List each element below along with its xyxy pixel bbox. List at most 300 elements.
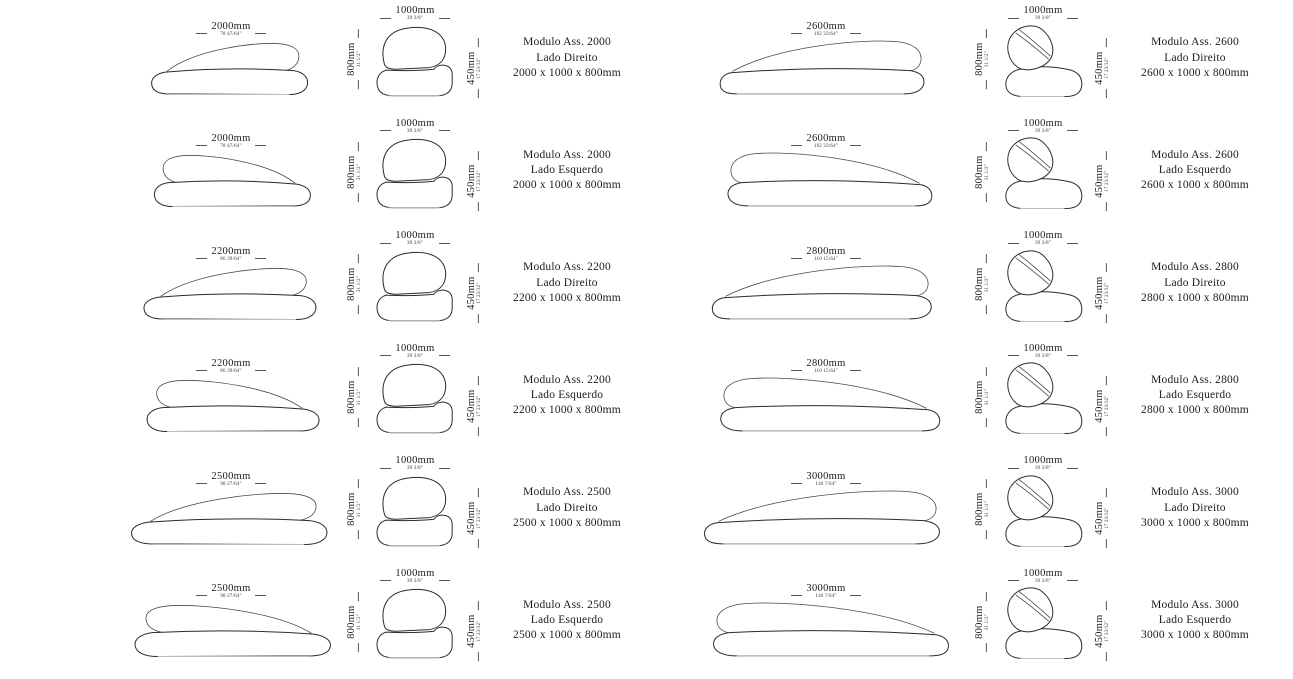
front-width-dimension	[787, 583, 864, 599]
sofa-side-drawing	[366, 585, 464, 661]
side-height-mm: 800mm	[345, 42, 357, 77]
side-height-dimension	[346, 129, 362, 215]
sofa-front-drawing	[148, 150, 314, 208]
front-width-dimension	[787, 133, 864, 149]
dimension-tick	[791, 483, 802, 484]
seat-height-inches: 17 23/32"	[476, 620, 482, 642]
dimension-tick	[358, 305, 359, 314]
side-height-mm: 800mm	[973, 492, 985, 527]
dimension-tick	[478, 264, 479, 273]
dimension-tick	[478, 89, 479, 98]
side-height-inches: 31 1/2"	[984, 163, 990, 180]
dimension-tick	[1067, 355, 1078, 356]
dimension-tick	[1106, 539, 1107, 548]
side-view	[968, 343, 1118, 449]
module-dimensions: 2800 x 1000 x 800mm	[1141, 291, 1249, 304]
spec-row	[688, 2, 1272, 115]
module-name: Modulo Ass. 2500	[523, 486, 611, 499]
sofa-side-drawing	[366, 23, 464, 99]
front-width-mm: 2200mm	[211, 245, 251, 257]
side-height-inches: 31 1/2"	[356, 51, 362, 68]
seat-height-dimension	[1094, 138, 1110, 224]
side-view	[340, 118, 490, 224]
dimension-tick	[358, 30, 359, 39]
sofa-side-drawing	[366, 360, 464, 436]
seat-height-mm: 450mm	[465, 164, 477, 198]
module-dimensions: 2600 x 1000 x 800mm	[1141, 66, 1249, 79]
seat-height-inches: 17 23/32"	[1104, 282, 1110, 305]
seat-height-mm: 450mm	[465, 51, 477, 86]
sofa-front-drawing	[702, 488, 951, 546]
front-width-dimension	[787, 246, 864, 262]
sofa-front-drawing	[148, 38, 314, 96]
dimension-tick	[986, 418, 987, 427]
dimension-tick	[380, 355, 391, 356]
side-width-inches: 39 3/8"	[1034, 16, 1052, 22]
dimension-tick	[1008, 130, 1019, 131]
front-width-mm: 2600mm	[806, 20, 846, 32]
seat-height-dimension	[1094, 25, 1110, 111]
seat-height-inches: 17 23/32"	[1104, 507, 1110, 530]
dimension-tick	[478, 601, 479, 610]
seat-height-dimension	[466, 250, 482, 336]
dimension-tick	[850, 145, 861, 146]
front-width-mm: 2800mm	[806, 245, 846, 257]
dimension-tick	[478, 151, 479, 160]
side-width-dimension	[1004, 568, 1081, 584]
side-width-dimension	[1004, 5, 1081, 21]
side-width-inches: 39 3/8"	[1034, 128, 1052, 134]
dimension-tick	[1106, 39, 1107, 48]
front-width-dimension	[787, 21, 864, 37]
dimension-tick	[478, 489, 479, 498]
module-label	[1118, 485, 1272, 531]
front-width-inches: 110 15/64"	[813, 256, 838, 262]
seat-height-mm: 450mm	[465, 501, 477, 536]
dimension-tick	[380, 18, 391, 19]
dimension-tick	[255, 33, 266, 34]
dimension-tick	[380, 468, 391, 469]
dimension-tick	[358, 367, 359, 376]
dimension-tick	[439, 18, 450, 19]
left-column	[126, 2, 644, 677]
side-height-inches: 31 1/2"	[984, 613, 990, 630]
side-width-dimension	[1004, 343, 1081, 359]
side-view	[968, 5, 1118, 111]
front-width-mm: 2600mm	[806, 133, 846, 145]
seat-height-dimension	[466, 475, 482, 561]
sofa-front-drawing	[710, 375, 942, 433]
seat-height-mm: 450mm	[1093, 276, 1105, 311]
dimension-tick	[791, 370, 802, 371]
dimension-tick	[1106, 151, 1107, 160]
front-view	[126, 358, 336, 433]
side-height-dimension	[346, 16, 362, 102]
front-width-inches: 102 23/64"	[813, 31, 839, 37]
side-height-dimension	[974, 354, 990, 440]
side-height-inches: 31 1/2"	[984, 51, 990, 68]
module-name: Modulo Ass. 2500	[523, 598, 611, 611]
sofa-side-drawing	[994, 248, 1092, 324]
side-width-mm: 1000mm	[1023, 455, 1063, 467]
front-width-inches: 78 47/64"	[220, 31, 242, 37]
side-view	[340, 230, 490, 336]
sofa-front-drawing	[702, 600, 951, 658]
seat-height-inches: 17 23/32"	[1104, 57, 1110, 80]
seat-height-inches: 17 23/32"	[1104, 620, 1110, 642]
side-width-dimension	[376, 230, 453, 246]
module-label	[1118, 260, 1272, 306]
dimension-tick	[478, 39, 479, 48]
dimension-tick	[850, 33, 861, 34]
side-width-inches: 39 3/8"	[406, 578, 424, 584]
side-width-inches: 39 3/8"	[406, 128, 424, 134]
side-width-mm: 1000mm	[1023, 5, 1063, 17]
dimension-tick	[791, 258, 802, 259]
side-height-dimension	[974, 241, 990, 327]
dimension-tick	[358, 193, 359, 202]
front-width-dimension	[787, 358, 864, 374]
dimension-tick	[986, 30, 987, 39]
side-height-mm: 800mm	[345, 492, 357, 527]
side-width-mm: 1000mm	[1023, 567, 1063, 579]
module-side: Lado Direito	[536, 51, 598, 64]
side-width-dimension	[1004, 455, 1081, 471]
module-label	[490, 35, 644, 81]
dimension-tick	[1106, 376, 1107, 385]
dimension-tick	[196, 370, 207, 371]
module-label	[490, 148, 644, 194]
dimension-tick	[791, 595, 802, 596]
side-height-inches: 31 1/2"	[984, 501, 990, 518]
side-height-mm: 800mm	[345, 267, 357, 302]
module-side: Lado Direito	[536, 276, 598, 289]
seat-height-mm: 450mm	[465, 276, 477, 311]
dimension-tick	[1008, 18, 1019, 19]
module-dimensions: 2600 x 1000 x 800mm	[1141, 179, 1249, 192]
seat-height-dimension	[1094, 250, 1110, 336]
front-view	[126, 583, 336, 658]
dimension-tick	[850, 483, 861, 484]
side-view	[968, 230, 1118, 336]
spec-row	[688, 115, 1272, 228]
seat-height-inches: 17 23/32"	[476, 57, 482, 80]
module-label	[1118, 598, 1272, 644]
module-name: Modulo Ass. 2000	[523, 148, 611, 161]
sofa-front-drawing	[140, 375, 323, 433]
side-view	[340, 5, 490, 111]
front-width-mm: 2000mm	[211, 133, 251, 145]
spec-row	[688, 227, 1272, 340]
side-height-inches: 31 1/2"	[984, 388, 990, 405]
spec-row	[126, 115, 644, 228]
dimension-tick	[850, 370, 861, 371]
seat-height-dimension	[1094, 363, 1110, 449]
module-name: Modulo Ass. 2000	[523, 36, 611, 49]
seat-height-inches: 17 23/32"	[1104, 170, 1110, 192]
side-width-mm: 1000mm	[1023, 117, 1063, 129]
sofa-front-drawing	[718, 38, 934, 96]
dimension-tick	[1067, 130, 1078, 131]
dimension-tick	[358, 592, 359, 601]
dimension-tick	[196, 595, 207, 596]
dimension-tick	[850, 258, 861, 259]
side-width-dimension	[376, 455, 453, 471]
spec-row	[126, 340, 644, 453]
module-label	[1118, 35, 1272, 81]
spec-row	[126, 227, 644, 340]
front-width-inches: 102 23/64"	[813, 144, 839, 150]
dimension-tick	[1008, 580, 1019, 581]
dimension-tick	[986, 530, 987, 539]
side-height-inches: 31 1/2"	[356, 276, 362, 293]
module-label	[490, 598, 644, 644]
module-label	[1118, 373, 1272, 419]
spec-row	[688, 565, 1272, 678]
side-height-mm: 800mm	[973, 267, 985, 302]
seat-height-mm: 450mm	[1093, 614, 1105, 648]
front-view	[126, 471, 336, 546]
module-side: Lado Direito	[1164, 276, 1226, 289]
sofa-front-drawing	[127, 488, 335, 546]
dimension-tick	[196, 483, 207, 484]
front-width-inches: 78 47/64"	[220, 144, 242, 150]
front-width-inches: 86 39/64"	[220, 256, 242, 262]
module-dimensions: 2500 x 1000 x 800mm	[513, 629, 621, 642]
side-view	[340, 455, 490, 561]
dimension-tick	[255, 145, 266, 146]
dimension-tick	[986, 592, 987, 601]
dimension-tick	[791, 33, 802, 34]
front-width-inches: 98 27/64"	[220, 481, 242, 487]
dimension-tick	[1106, 314, 1107, 323]
side-height-dimension	[346, 579, 362, 665]
module-label	[490, 485, 644, 531]
seat-height-mm: 450mm	[1093, 501, 1105, 536]
seat-height-inches: 17 23/32"	[476, 395, 482, 417]
front-view	[688, 358, 964, 433]
dimension-tick	[986, 255, 987, 264]
side-height-dimension	[346, 466, 362, 552]
dimension-tick	[196, 258, 207, 259]
side-height-dimension	[346, 241, 362, 327]
side-width-mm: 1000mm	[395, 342, 435, 354]
side-width-mm: 1000mm	[395, 5, 435, 17]
sofa-side-drawing	[994, 473, 1092, 549]
side-width-mm: 1000mm	[395, 567, 435, 579]
module-dimensions: 3000 x 1000 x 800mm	[1141, 516, 1249, 529]
seat-height-dimension	[466, 588, 482, 674]
dimension-tick	[1106, 89, 1107, 98]
side-width-inches: 39 3/8"	[1034, 241, 1052, 247]
front-width-mm: 2500mm	[211, 470, 251, 482]
side-height-mm: 800mm	[973, 380, 985, 414]
front-view	[688, 246, 964, 321]
spec-row	[688, 340, 1272, 453]
front-view	[688, 471, 964, 546]
side-width-mm: 1000mm	[395, 230, 435, 242]
seat-height-mm: 450mm	[1093, 164, 1105, 198]
dimension-tick	[439, 355, 450, 356]
side-width-mm: 1000mm	[1023, 342, 1063, 354]
sofa-side-drawing	[994, 585, 1092, 661]
module-name: Modulo Ass. 3000	[1151, 598, 1239, 611]
dimension-tick	[196, 33, 207, 34]
dimension-tick	[478, 202, 479, 211]
side-width-dimension	[1004, 230, 1081, 246]
side-height-dimension	[974, 16, 990, 102]
side-height-inches: 31 1/2"	[356, 501, 362, 518]
side-width-mm: 1000mm	[395, 117, 435, 129]
dimension-tick	[850, 595, 861, 596]
dimension-tick	[358, 643, 359, 652]
seat-height-dimension	[466, 363, 482, 449]
module-dimensions: 2000 x 1000 x 800mm	[513, 179, 621, 192]
dimension-tick	[986, 480, 987, 489]
front-width-inches: 118 7/64"	[815, 481, 837, 487]
sofa-front-drawing	[140, 263, 323, 321]
front-width-dimension	[192, 358, 269, 374]
spec-row	[126, 452, 644, 565]
dimension-tick	[1067, 580, 1078, 581]
side-height-mm: 800mm	[973, 155, 985, 189]
seat-height-inches: 17 23/32"	[476, 170, 482, 192]
front-view	[126, 21, 336, 96]
module-side: Lado Esquerdo	[1158, 389, 1232, 402]
dimension-tick	[439, 130, 450, 131]
dimension-tick	[358, 530, 359, 539]
side-height-dimension	[974, 466, 990, 552]
side-width-inches: 39 3/8"	[1034, 578, 1052, 584]
side-width-inches: 39 3/8"	[1034, 466, 1052, 472]
front-view	[688, 583, 964, 658]
dimension-tick	[1067, 18, 1078, 19]
module-dimensions: 3000 x 1000 x 800mm	[1141, 629, 1249, 642]
side-height-mm: 800mm	[345, 380, 357, 414]
side-width-dimension	[376, 118, 453, 134]
side-width-inches: 39 3/8"	[1034, 353, 1052, 359]
dimension-tick	[1106, 652, 1107, 661]
dimension-tick	[255, 258, 266, 259]
front-width-dimension	[192, 133, 269, 149]
dimension-tick	[380, 243, 391, 244]
front-width-dimension	[192, 246, 269, 262]
front-width-dimension	[192, 583, 269, 599]
dimension-tick	[358, 142, 359, 151]
seat-height-inches: 17 23/32"	[476, 282, 482, 305]
sofa-side-drawing	[366, 473, 464, 549]
sofa-front-drawing	[718, 150, 934, 208]
front-width-inches: 98 27/64"	[220, 594, 242, 600]
side-height-inches: 31 1/2"	[356, 163, 362, 180]
sofa-side-drawing	[366, 135, 464, 211]
side-height-inches: 31 1/2"	[356, 613, 362, 630]
side-width-inches: 39 3/8"	[406, 16, 424, 22]
module-label	[1118, 148, 1272, 194]
module-name: Modulo Ass. 2600	[1151, 148, 1239, 161]
dimension-tick	[1106, 427, 1107, 436]
dimension-tick	[986, 193, 987, 202]
dimension-tick	[986, 80, 987, 89]
dimension-tick	[1008, 468, 1019, 469]
dimension-tick	[1106, 489, 1107, 498]
seat-height-dimension	[466, 25, 482, 111]
front-width-inches: 110 15/64"	[813, 369, 838, 375]
module-label	[490, 260, 644, 306]
dimension-tick	[478, 314, 479, 323]
side-width-dimension	[376, 568, 453, 584]
seat-height-mm: 450mm	[465, 614, 477, 648]
module-name: Modulo Ass. 2200	[523, 373, 611, 386]
front-width-inches: 118 7/64"	[815, 594, 837, 600]
dimension-tick	[358, 255, 359, 264]
module-name: Modulo Ass. 2600	[1151, 36, 1239, 49]
side-height-inches: 31 1/2"	[984, 276, 990, 293]
dimension-tick	[439, 243, 450, 244]
seat-height-dimension	[466, 138, 482, 224]
front-view	[688, 133, 964, 208]
module-name: Modulo Ass. 2200	[523, 261, 611, 274]
module-dimensions: 2500 x 1000 x 800mm	[513, 516, 621, 529]
module-side: Lado Esquerdo	[1158, 614, 1232, 627]
front-width-dimension	[192, 471, 269, 487]
dimension-tick	[1106, 601, 1107, 610]
sofa-front-drawing	[127, 600, 335, 658]
dimension-tick	[791, 145, 802, 146]
side-width-inches: 39 3/8"	[406, 353, 424, 359]
dimension-tick	[1106, 202, 1107, 211]
dimension-tick	[986, 643, 987, 652]
spec-row	[126, 2, 644, 115]
dimension-tick	[1067, 468, 1078, 469]
dimension-tick	[478, 427, 479, 436]
front-width-mm: 2000mm	[211, 20, 251, 32]
module-dimensions: 2200 x 1000 x 800mm	[513, 291, 621, 304]
side-height-mm: 800mm	[345, 155, 357, 189]
dimension-tick	[358, 80, 359, 89]
side-view	[340, 568, 490, 674]
side-width-dimension	[1004, 118, 1081, 134]
side-width-dimension	[376, 343, 453, 359]
dimension-tick	[439, 580, 450, 581]
side-width-dimension	[376, 5, 453, 21]
front-width-mm: 2800mm	[806, 358, 846, 370]
front-width-dimension	[192, 21, 269, 37]
seat-height-mm: 450mm	[1093, 389, 1105, 423]
dimension-tick	[358, 418, 359, 427]
dimension-tick	[358, 480, 359, 489]
dimension-tick	[380, 130, 391, 131]
module-name: Modulo Ass. 3000	[1151, 486, 1239, 499]
dimension-tick	[1106, 264, 1107, 273]
front-width-mm: 3000mm	[806, 470, 846, 482]
module-side: Lado Esquerdo	[530, 164, 604, 177]
dimension-tick	[478, 539, 479, 548]
sofa-side-drawing	[994, 135, 1092, 211]
side-height-dimension	[974, 579, 990, 665]
side-view	[968, 455, 1118, 561]
module-side: Lado Esquerdo	[530, 389, 604, 402]
front-view	[688, 21, 964, 96]
front-view	[126, 246, 336, 321]
front-width-dimension	[787, 471, 864, 487]
sofa-side-drawing	[994, 23, 1092, 99]
side-view	[340, 343, 490, 449]
side-width-mm: 1000mm	[395, 455, 435, 467]
side-height-dimension	[346, 354, 362, 440]
front-width-mm: 2500mm	[211, 583, 251, 595]
side-height-dimension	[974, 129, 990, 215]
